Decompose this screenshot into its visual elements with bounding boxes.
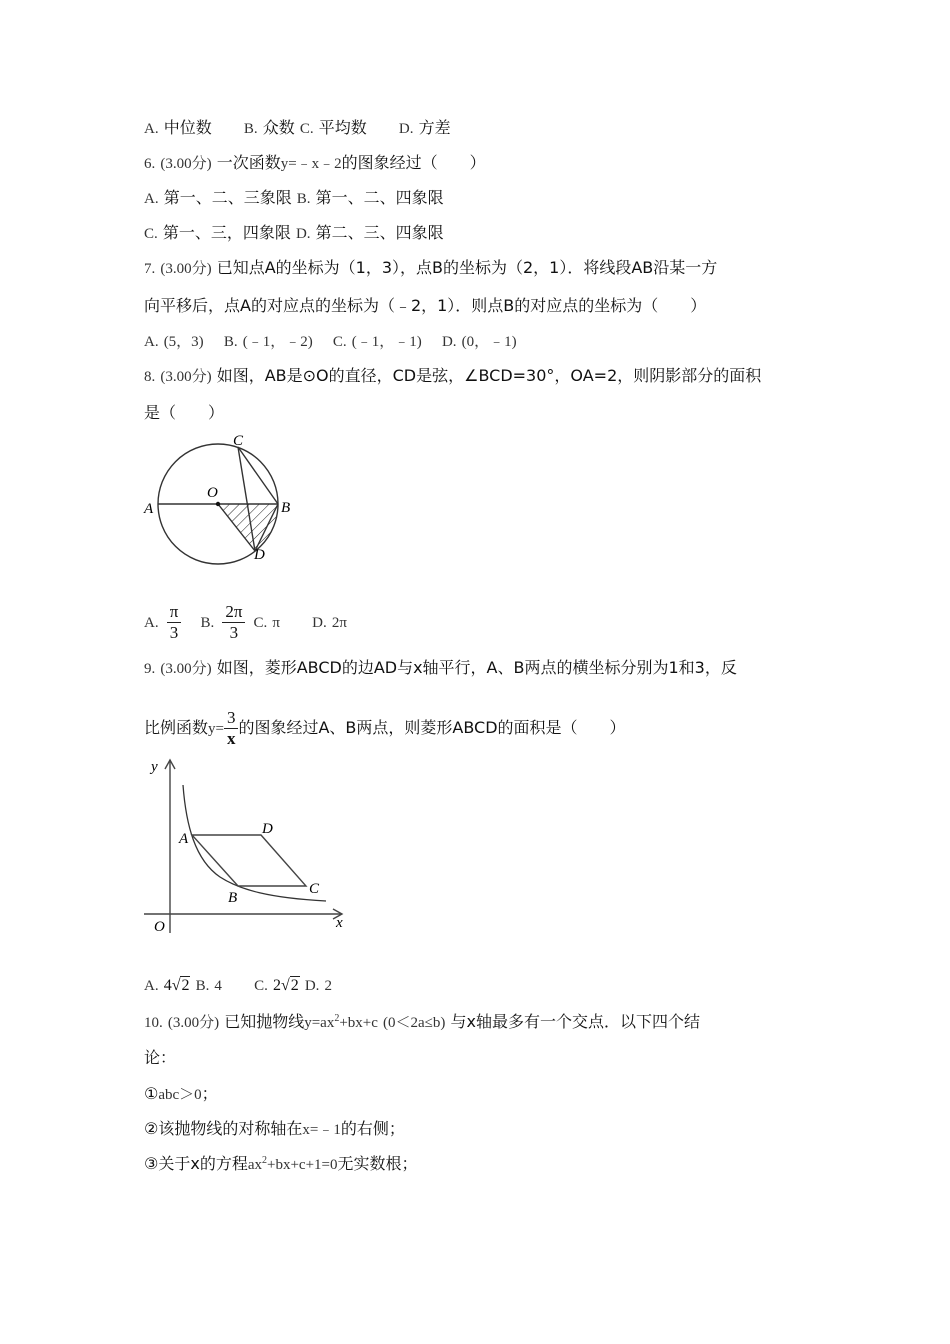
- q10-stem-text-2: 论：: [144, 1048, 177, 1067]
- q5-option-d-text: 方差: [418, 118, 451, 137]
- q5-option-b-text: 众数: [262, 118, 295, 137]
- q6-stem-text: 一次函数: [216, 153, 281, 172]
- q7-option-c-text: (﹣1，﹣1): [351, 334, 422, 350]
- q9-stem-text-2-post: 的图象经过A、B两点，则菱形ABCD的面积是（ ）: [238, 718, 626, 737]
- math-base: ax: [247, 1157, 262, 1173]
- q7-option-d-text: (0，﹣1): [461, 334, 517, 350]
- label-y: y: [151, 759, 158, 775]
- question-number: 7.: [144, 261, 156, 277]
- conclusion-pre: 关于x的方程: [158, 1154, 248, 1173]
- q7-option-b-text: (﹣1，﹣2): [242, 334, 313, 350]
- numerator: 3: [224, 708, 239, 729]
- q5-option-a-label: A.: [144, 121, 159, 137]
- q9-stem-text-2-pre: 比例函数: [144, 718, 209, 737]
- q9-option-b-text: 4: [214, 978, 222, 994]
- q8-stem-text-2: 是（ ）: [144, 403, 225, 422]
- radicand: 2: [290, 977, 299, 994]
- q10-stem-text-post: 与x轴最多有一个交点．以下四个结: [450, 1012, 700, 1031]
- q6-option-a-label: A.: [144, 191, 159, 207]
- q8-stem-line1: [144, 366, 761, 387]
- q9-option-c-sqrt: 2√2: [272, 977, 299, 994]
- q10-condition: (0＜2a≤b): [383, 1015, 446, 1031]
- q6-formula: y=﹣x﹣2: [280, 156, 342, 172]
- q9-option-d-text: 2: [324, 978, 333, 994]
- q9-stem-line2: [144, 706, 626, 750]
- conclusion-math: [248, 1157, 338, 1173]
- q9-stem-line1: [144, 658, 737, 679]
- chord-cb: [238, 447, 278, 504]
- conclusion-post: ；: [201, 1084, 218, 1103]
- q10-stem-line2: [144, 1048, 176, 1068]
- q6-option-d-label: D.: [295, 226, 311, 242]
- q8-circle-figure: [140, 425, 310, 575]
- question-number: 9.: [144, 661, 156, 677]
- q10-stem-text: 已知抛物线: [224, 1012, 305, 1031]
- q6-option-b-text: 第一、二、四象限: [315, 188, 444, 207]
- conclusion-mark: ①: [144, 1084, 159, 1103]
- q9-option-d-label: D.: [304, 978, 320, 994]
- question-number: 6.: [144, 156, 156, 172]
- q7-stem-line1: [144, 258, 717, 279]
- q7-options: [144, 331, 517, 352]
- conclusion-math: abc＞0: [158, 1087, 202, 1103]
- radicand: 2: [181, 977, 190, 994]
- q10-conclusion-3: [144, 1154, 418, 1175]
- label-d: D: [254, 547, 265, 563]
- q8-option-a-fraction: [167, 602, 182, 643]
- formula-rest: +bx+c: [339, 1015, 378, 1031]
- coefficient: 4: [163, 977, 172, 994]
- label-o: O: [154, 919, 165, 935]
- conclusion-mark: ③: [144, 1154, 159, 1173]
- q9-formula-fraction: [224, 708, 239, 749]
- q8-option-b-label: B.: [200, 615, 215, 631]
- conclusion-mark: ②: [144, 1119, 159, 1138]
- q5-option-c-text: 平均数: [318, 118, 367, 137]
- label-c: C: [233, 433, 244, 449]
- q9-options: [144, 975, 332, 996]
- math-rest: +bx+c+1=0: [267, 1157, 338, 1173]
- numerator: 2π: [222, 602, 245, 623]
- q10-formula: [304, 1015, 378, 1031]
- label-a: A: [179, 831, 189, 847]
- q8-option-c-text: π: [272, 615, 280, 631]
- denominator: 3: [169, 623, 179, 642]
- q5-option-c-label: C.: [299, 121, 314, 137]
- q9-option-a-label: A.: [144, 978, 159, 994]
- denominator: 3: [229, 623, 239, 642]
- label-b: B: [228, 890, 238, 906]
- question-score: (3.00分): [160, 661, 212, 677]
- formula-exponent: 2: [334, 1013, 340, 1024]
- numerator: π: [167, 602, 182, 623]
- question-score: (3.00分): [167, 1015, 220, 1031]
- q7-option-a-text: (5，3): [163, 334, 204, 350]
- math-exponent: 2: [262, 1155, 267, 1166]
- q5-option-b-label: B.: [243, 121, 258, 137]
- coefficient: 2: [272, 977, 281, 994]
- q7-stem-line2: [144, 296, 706, 316]
- q10-stem-line1: [144, 1012, 700, 1033]
- label-d: D: [262, 821, 273, 837]
- q8-stem-line2: [144, 403, 224, 423]
- question-score: (3.00分): [160, 369, 212, 385]
- q8-stem-text: 如图，AB是⊙O的直径，CD是弦，∠BCD=30°，OA=2，则阴影部分的面积: [216, 366, 762, 385]
- q10-conclusion-2: [144, 1119, 405, 1140]
- q9-rhombus-figure: [140, 755, 360, 945]
- q8-option-d-label: D.: [312, 615, 327, 631]
- conclusion-pre: 该抛物线的对称轴在: [158, 1119, 303, 1138]
- q6-option-c-text: 第一、三，四象限: [162, 223, 291, 242]
- label-b: B: [281, 500, 291, 516]
- q7-option-a-label: A.: [144, 334, 159, 350]
- q6-option-c-label: C.: [144, 226, 158, 242]
- question-number: 8.: [144, 369, 156, 385]
- q7-stem-text-2: 向平移后，点A的对应点的坐标为（﹣2，1）．则点B的对应点的坐标为（ ）: [144, 296, 707, 315]
- q5-option-d-label: D.: [398, 121, 414, 137]
- q6-stem: [144, 153, 486, 174]
- q8-option-d-text: 2π: [331, 615, 347, 631]
- q8-option-b-fraction: [222, 602, 245, 643]
- q9-stem-text: 如图，菱形ABCD的边AD与x轴平行，A、B两点的横坐标分别为1和3，反: [216, 658, 737, 677]
- q8-option-c-label: C.: [253, 615, 268, 631]
- question-score: (3.00分): [160, 261, 212, 277]
- q9-option-a-sqrt: 4√2: [163, 977, 190, 994]
- q7-option-d-label: D.: [441, 334, 457, 350]
- q8-option-a-label: A.: [144, 615, 159, 631]
- q9-formula-lhs: y=: [208, 721, 224, 737]
- q6-option-a-text: 第一、二、三象限: [163, 188, 292, 207]
- conclusion-math: x=﹣1: [302, 1122, 341, 1138]
- q7-option-b-label: B.: [223, 334, 238, 350]
- center-point: [216, 502, 220, 506]
- q5-options: [144, 118, 451, 139]
- q9-option-b-label: B.: [195, 978, 210, 994]
- q8-options: [144, 602, 347, 642]
- q7-option-c-label: C.: [332, 334, 347, 350]
- q9-option-c-label: C.: [254, 978, 268, 994]
- label-c: C: [309, 881, 320, 897]
- q6-options-row2: [144, 223, 444, 244]
- question-score: (3.00分): [160, 156, 212, 172]
- conclusion-post: 无实数根；: [337, 1154, 418, 1173]
- q6-options-row1: [144, 188, 444, 209]
- q10-conclusion-1: [144, 1084, 218, 1105]
- q6-option-b-label: B.: [296, 191, 311, 207]
- denominator: x: [226, 729, 236, 748]
- question-number: 10.: [144, 1015, 163, 1031]
- label-x: x: [336, 915, 343, 931]
- q6-option-d-text: 第二、三、四象限: [315, 223, 444, 242]
- label-a: A: [144, 501, 154, 517]
- formula-base: y=ax: [304, 1015, 335, 1031]
- rhombus-abcd: [192, 835, 306, 886]
- q7-stem-text: 已知点A的坐标为（1，3），点B的坐标为（2，1）．将线段AB沿某一方: [216, 258, 718, 277]
- label-o: O: [207, 485, 218, 501]
- conclusion-post: 的右侧；: [340, 1119, 405, 1138]
- q5-option-a-text: 中位数: [163, 118, 212, 137]
- q6-stem-text-post: 的图象经过（ ）: [341, 153, 486, 172]
